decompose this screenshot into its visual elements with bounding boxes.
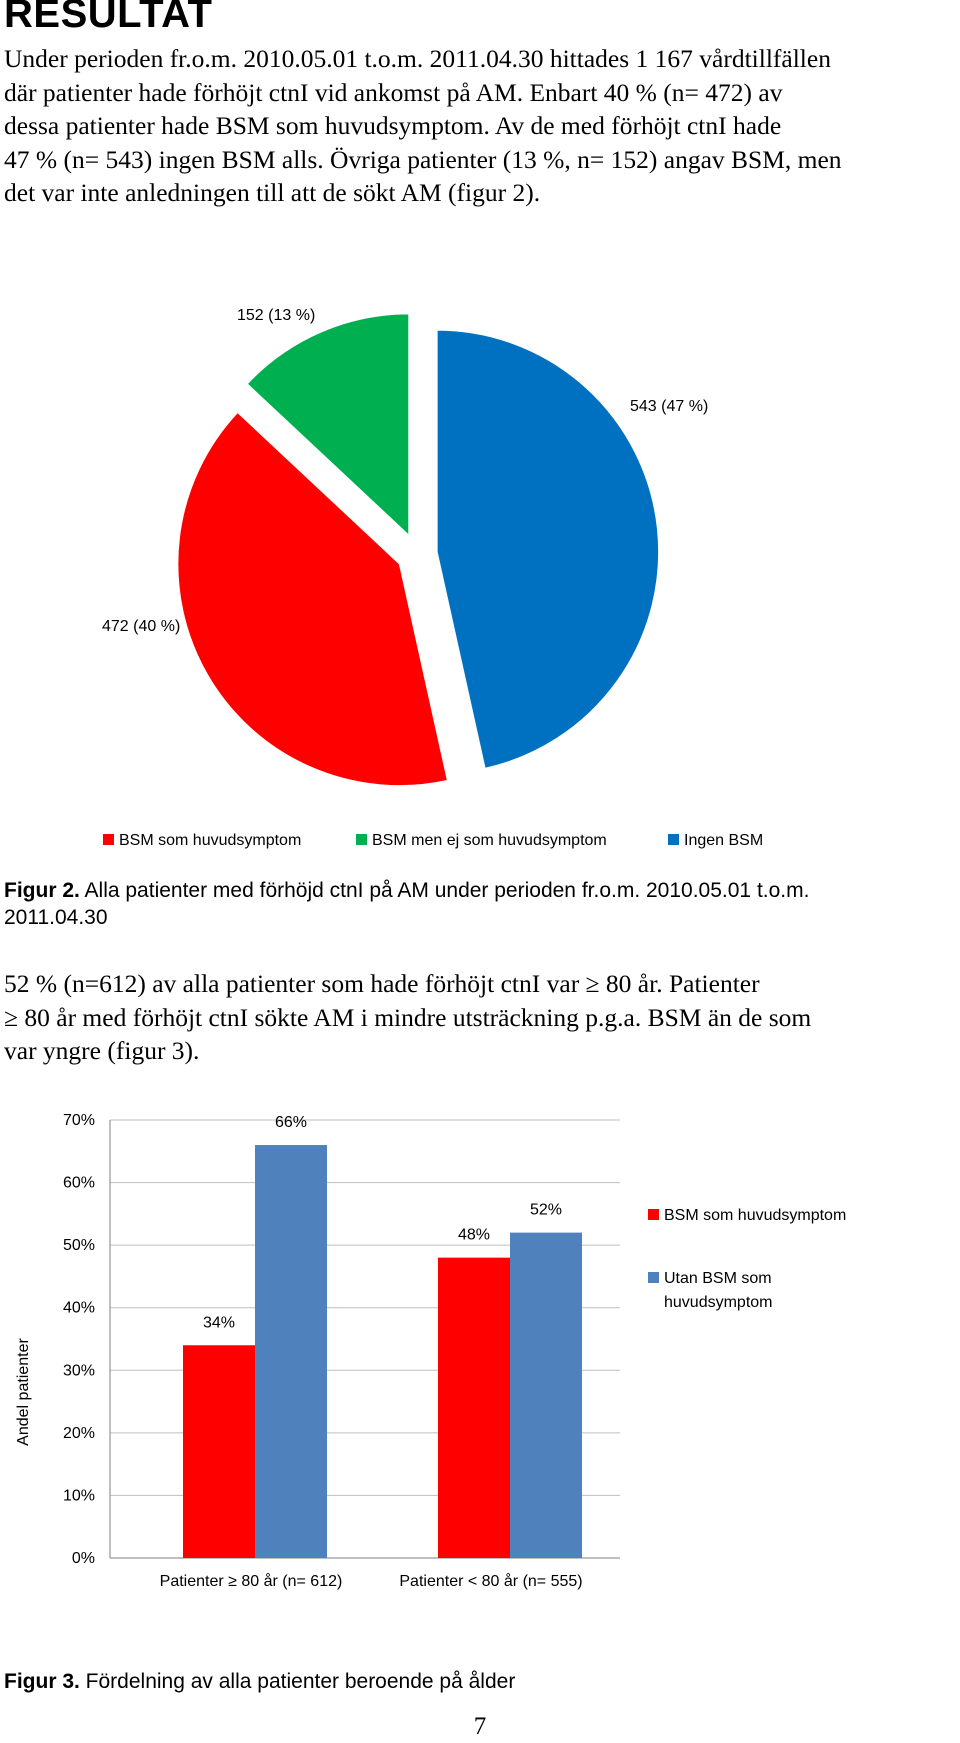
caption-line: 2011.04.30 — [4, 906, 108, 929]
y-tick-label: 20% — [62, 1424, 95, 1442]
bar-value-label: 34% — [202, 1314, 236, 1332]
y-tick-label: 70% — [62, 1112, 95, 1129]
paragraph-line: var yngre (figur 3). — [4, 1036, 200, 1065]
legend-label: BSM som huvudsymptom — [664, 1207, 847, 1224]
bar — [183, 1345, 255, 1558]
results-paragraph-2 — [4, 967, 954, 1068]
paragraph-line: 47 % (n= 543) ingen BSM alls. Övriga patienter (13 %, n= 152) angav BSM, men — [4, 144, 842, 174]
legend-label: Ingen BSM — [684, 832, 764, 849]
legend-swatch — [356, 834, 367, 845]
legend-label: Utan BSM som — [664, 1270, 772, 1287]
legend-swatch — [103, 834, 114, 845]
legend-swatch — [648, 1209, 659, 1220]
caption-line — [4, 1668, 944, 1695]
bar — [255, 1145, 327, 1558]
y-tick-label: 0% — [71, 1550, 95, 1567]
bar-value-label: 48% — [457, 1226, 491, 1244]
pie-slice-label: 152 (13 %) — [237, 307, 316, 324]
caption-line — [4, 877, 944, 904]
bar-chart — [0, 1112, 960, 1670]
bar — [438, 1258, 510, 1558]
y-tick-label: 60% — [62, 1174, 95, 1192]
y-tick-label: 30% — [62, 1362, 95, 1380]
y-axis-title: Andel patienter — [15, 1338, 32, 1446]
legend-label: BSM som huvudsymptom — [119, 832, 302, 849]
pie-slices — [178, 314, 659, 786]
y-tick-label: 40% — [62, 1299, 95, 1317]
x-category-label: Patienter < 80 år (n= 555) — [399, 1573, 583, 1590]
y-tick-label: 10% — [62, 1487, 95, 1505]
bar-bars — [183, 1145, 582, 1558]
pie-chart — [0, 300, 960, 860]
pie-slice-label: 472 (40 %) — [102, 618, 181, 635]
paragraph-line: det var inte anledningen till att de sökt AM (figur 2). — [4, 178, 541, 207]
bar-legend — [648, 1207, 846, 1311]
paragraph-line: dessa patienter hade BSM som huvudsymptom. Av de med förhöjt ctnI hade — [4, 111, 782, 140]
paragraph-line: 52 % (n=612) av alla patienter som hade förhöjt ctnI var ≥ 80 år. Patienter — [4, 969, 760, 998]
figure-2-caption — [4, 877, 944, 931]
results-paragraph-1 — [4, 42, 954, 210]
bar — [510, 1233, 582, 1558]
legend-swatch — [668, 834, 679, 845]
legend-label: BSM men ej som huvudsymptom — [372, 832, 607, 849]
bar-value-label: 66% — [274, 1114, 308, 1132]
page-number: 7 — [473, 1713, 487, 1740]
pie-legend — [103, 832, 763, 849]
paragraph-line: Under perioden fr.o.m. 2010.05.01 t.o.m. 2011.04.30 hittades 1 167 vårdtillfällen — [4, 44, 831, 73]
paragraph-line: ≥ 80 år med förhöjt ctnI sökte AM i mindre utsträckning p.g.a. BSM än de som — [4, 1002, 812, 1032]
legend-swatch — [648, 1272, 659, 1283]
caption-label: Figur 2. — [4, 879, 80, 902]
figure-3-caption — [4, 1668, 944, 1695]
caption-text: Alla patienter med förhöjd ctnI på AM under perioden fr.o.m. 2010.05.01 t.o.m. — [79, 879, 810, 902]
pie-slice — [437, 330, 659, 769]
caption-label: Figur 3. — [4, 1670, 80, 1693]
section-heading: RESULTAT — [4, 0, 213, 36]
y-tick-label: 50% — [62, 1237, 95, 1255]
pie-slice-label: 543 (47 %) — [630, 398, 709, 415]
legend-label: huvudsymptom — [664, 1294, 773, 1311]
x-category-label: Patienter ≥ 80 år (n= 612) — [159, 1573, 343, 1590]
paragraph-line: där patienter hade förhöjt ctnI vid ankomst på AM. Enbart 40 % (n= 472) av — [4, 77, 783, 107]
caption-text: Fördelning av alla patienter beroende på ålder — [79, 1670, 516, 1693]
bar-value-label: 52% — [529, 1201, 563, 1219]
